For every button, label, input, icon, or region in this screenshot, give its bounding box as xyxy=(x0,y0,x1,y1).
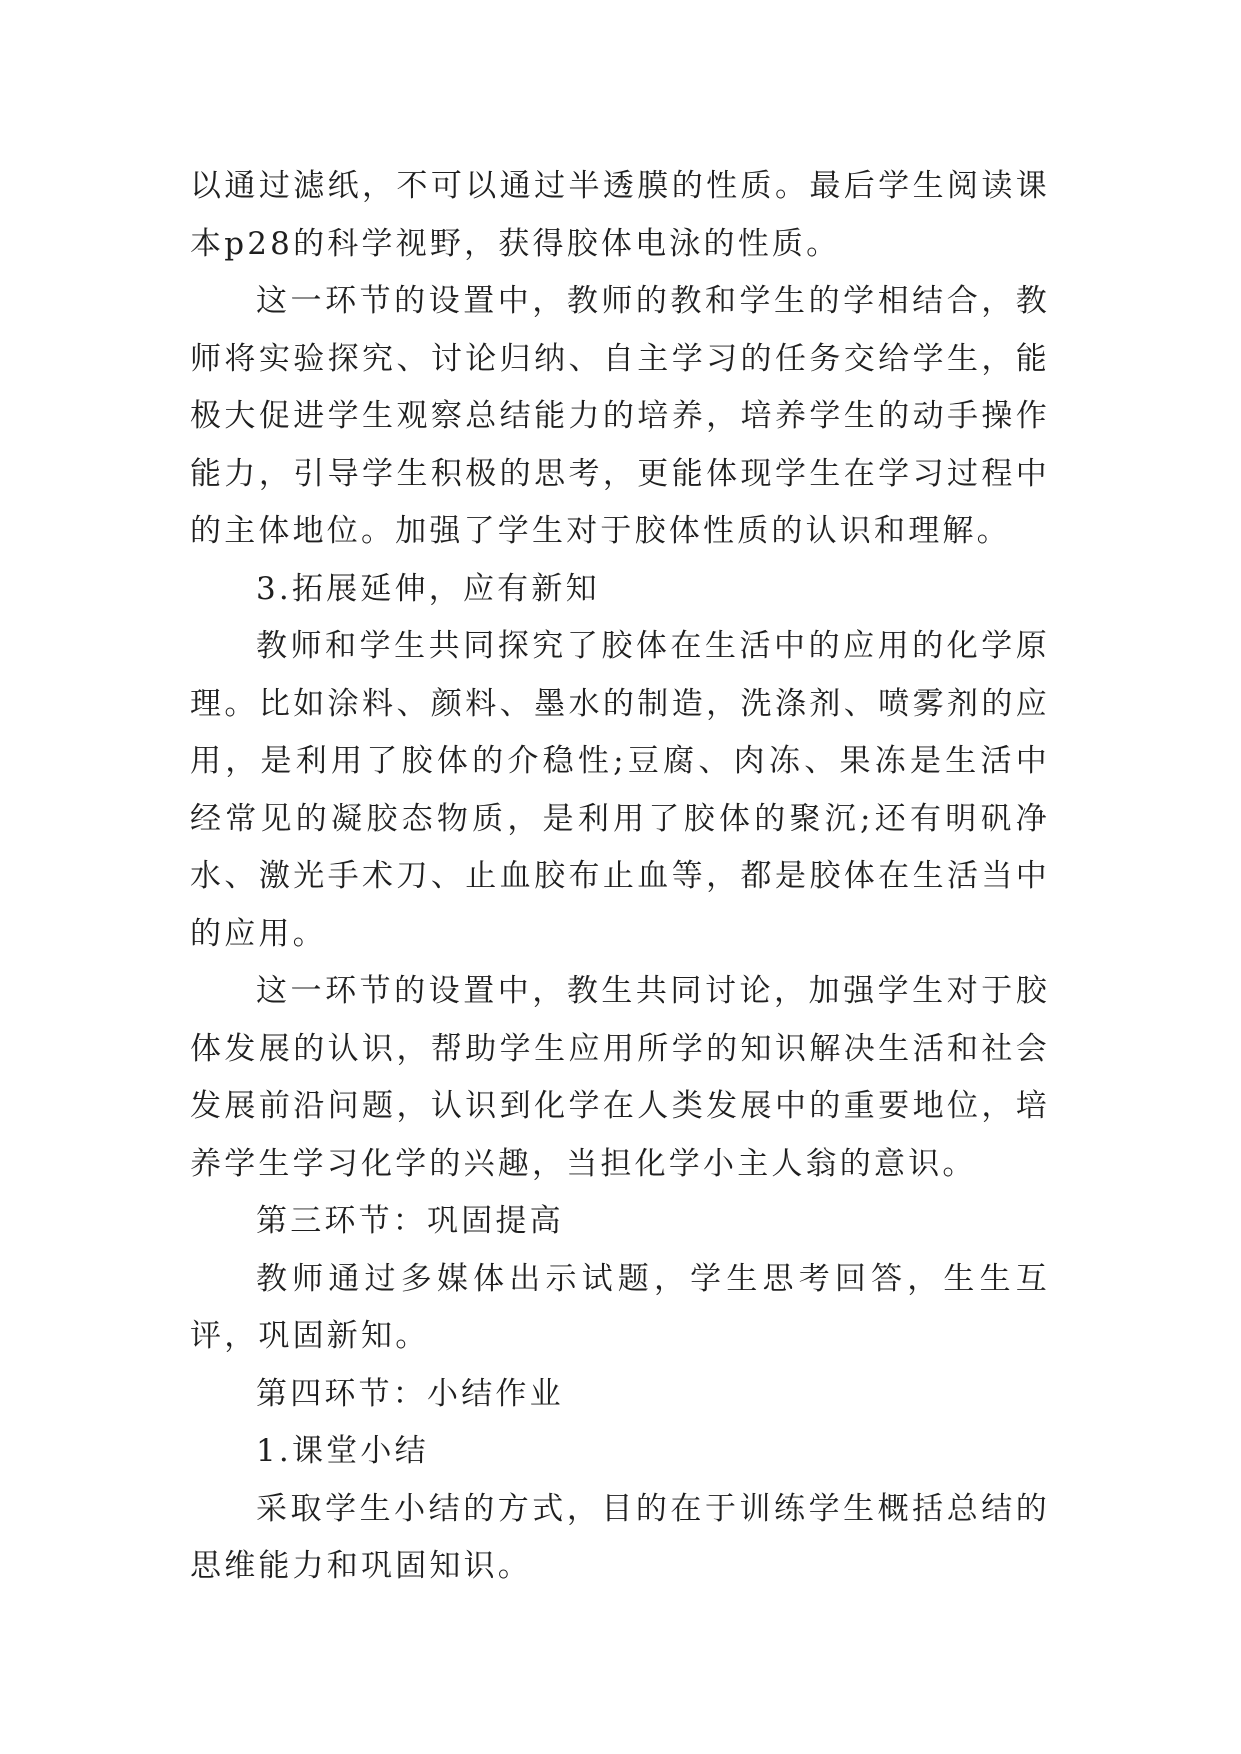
subheading-class-summary: 1.课堂小结 xyxy=(256,1433,429,1469)
document-body xyxy=(190,158,1050,1596)
section-heading-third: 第三环节：巩固提高 xyxy=(256,1203,564,1239)
section-heading-fourth: 第四环节：小结作业 xyxy=(256,1375,564,1412)
paragraph-3: 教师和学生共同探究了胶体在生活中的应用的化学原理。比如涂料、颜料、墨水的制造，洗涤剂、喷雾剂的应用，是利用了胶体的介稳性;豆腐、肉冻、果冻是生活中经常见的凝胶态物质，是利用了胶体的聚沉;还有明矾净水、激光手术刀、止血胶布止血等，都是胶体在生活当中的应用。 xyxy=(190,628,1050,952)
section-heading-extension: 3.拓展延伸，应有新知 xyxy=(256,570,600,607)
paragraph-2: 这一环节的设置中，教师的教和学生的学相结合，教师将实验探究、讨论归纳、自主学习的任务交给学生，能极大促进学生观察总结能力的培养，培养学生的动手操作能力，引导学生积极的思考，更能体现学生在学习过程中的主体地位。加强了学生对于胶体性质的认识和理解。 xyxy=(190,283,1050,549)
paragraph-1: 以通过滤纸，不可以通过半透膜的性质。最后学生阅读课本p28的科学视野，获得胶体电泳的性质。 xyxy=(190,168,1050,262)
paragraph-4: 这一环节的设置中，教生共同讨论，加强学生对于胶体发展的认识，帮助学生应用所学的知识解决生活和社会发展前沿问题，认识到化学在人类发展中的重要地位，培养学生学习化学的兴趣，当担化学小主人翁的意识。 xyxy=(190,973,1050,1182)
paragraph-6: 采取学生小结的方式，目的在于训练学生概括总结的思维能力和巩固知识。 xyxy=(190,1490,1050,1584)
paragraph-5: 教师通过多媒体出示试题，学生思考回答，生生互评，巩固新知。 xyxy=(190,1260,1050,1354)
